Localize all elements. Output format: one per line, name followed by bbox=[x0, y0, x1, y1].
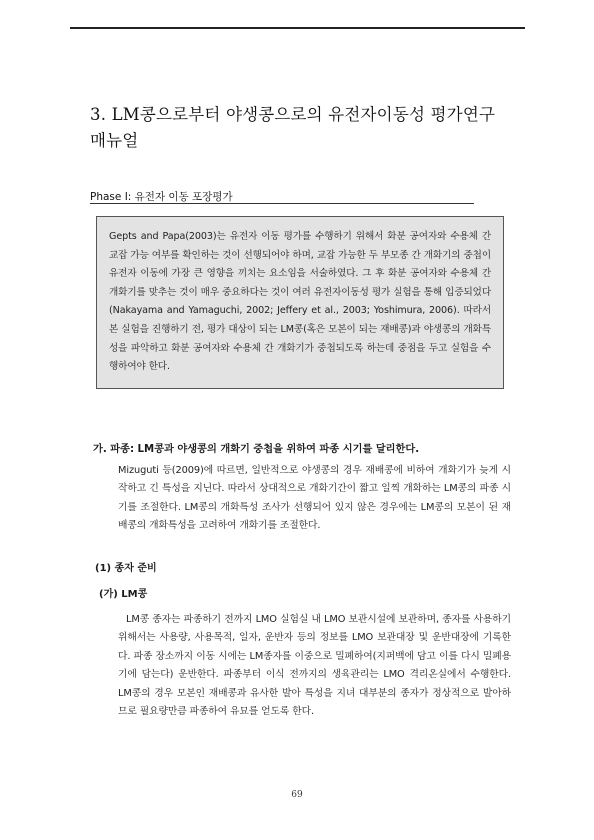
chapter-title: 3. LM콩으로부터 야생콩으로의 유전자이동성 평가연구 매뉴얼 bbox=[90, 105, 496, 150]
section-paragraph-sowing: Mizuguti 등(2009)에 따르면, 일반적으로 야생콩의 경우 재배콩에 비하여 개화기가 늦게 시작하고 긴 특성을 지닌다. 따라서 상대적으로 개화기간이 짧고 일찍 개화하는 LM콩의 파종 시기를 조절한다. LM콩의 개화특성 조사가 선행되어 있지 않은 경우에는 LM콩의 모본이 된 재배콩의 개화특성을 고려하여 개화기를 조절한다. bbox=[118, 465, 511, 532]
subsection-heading-seed-prep: (1) 종자 준비 bbox=[95, 563, 157, 574]
subsection-heading-lm-soybean: (가) LM콩 bbox=[99, 589, 148, 600]
page-number: 69 bbox=[291, 790, 303, 800]
phase-heading: Phase I: 유전자 이동 포장평가 bbox=[90, 191, 233, 203]
header-rule bbox=[70, 27, 525, 29]
summary-box bbox=[96, 216, 504, 389]
subsection-paragraph-lm-soybean: LM콩 종자는 파종하기 전까지 LMO 실험실 내 LMO 보관시설에 보관하며, 종자를 사용하기 위해서는 사용량, 사용목적, 일자, 운반자 등의 정보를 LMO 보관대장 및 운반대장에 기록한다. 파종 장소까지 이동 시에는 LM종자를 이중으로 밀폐하여(지퍼백에 담고 이를 다시 밀폐용기에 담는다) 운반한다. 파종부터 이식 전까지의 생육관리는 LMO 격리온실에서 수행한다. LM콩의 경우 모본인 재배콩과 유사한 발아 특성을 지녀 대부분의 종자가 정상적으로 발아하므로 필요량만큼 파종하여 유묘를 얻도록 한다. bbox=[118, 614, 511, 718]
section-heading-sowing: 가. 파종: LM콩과 야생콩의 개화기 중첩을 위하여 파종 시기를 달리한다. bbox=[93, 444, 420, 455]
summary-text: Gepts and Papa(2003)는 유전자 이동 평가를 수행하기 위해서 화분 공여자와 수용체 간 교잡 가능 여부를 확인하는 것이 선행되어야 하며, 교잡 가능한 두 부모종 간 개화기의 중첩이 유전자 이동에 가장 큰 영향을 끼치는 요소임을 서술하였다. 그 후 화분 공여자와 수용체 간 개화기를 맞추는 것이 매우 중요하다는 것이 여러 유전자이동성 평가 실험을 통해 입증되었다(Nakayama and Yamaguchi, 2002; Jeffery et al., 2003; Yoshimura, 2006). 따라서 본 실험을 진행하기 전, 평가 대상이 되는 LM콩(혹은 모본이 되는 재배콩)과 야생콩의 개화특성을 파악하고 화분 공여자와 수용체 간 개화기가 중첩되도록 하는데 중점을 두고 실험을 수행하여야 한다. bbox=[109, 231, 491, 373]
phase-underline bbox=[90, 203, 474, 204]
